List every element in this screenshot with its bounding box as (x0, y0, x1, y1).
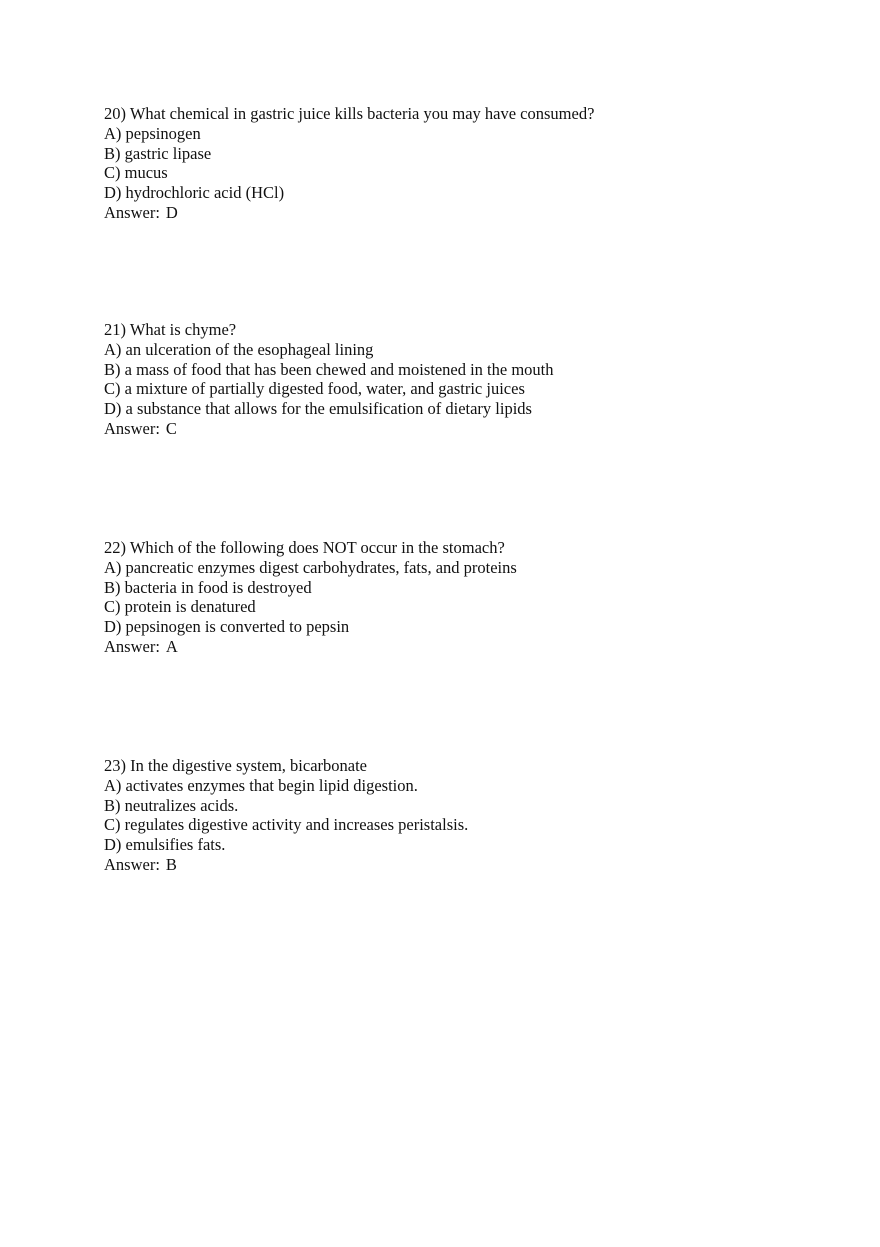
question-21 (104, 320, 824, 439)
answer-line (104, 637, 824, 657)
question-23 (104, 756, 824, 875)
answer-value: C (165, 418, 177, 438)
option-b: B) a mass of food that has been chewed and moistened in the mouth (104, 359, 554, 379)
question-stem: 23) In the digestive system, bicarbonate (104, 756, 368, 775)
option-d: D) pepsinogen is converted to pepsin (104, 617, 350, 637)
option-a: A) activates enzymes that begin lipid digestion. (104, 775, 418, 795)
option-d: D) emulsifies fats. (104, 835, 226, 855)
answer-value: D (165, 202, 178, 222)
option-c: C) mucus (104, 163, 168, 183)
answer-value: A (165, 636, 178, 656)
answer-line (104, 419, 824, 439)
option-c: C) a mixture of partially digested food, water, and gastric juices (104, 379, 525, 399)
answer-label: Answer: (104, 636, 160, 656)
answer-label: Answer: (104, 202, 160, 222)
option-b: B) neutralizes acids. (104, 795, 239, 815)
option-a: A) pancreatic enzymes digest carbohydrates, fats, and proteins (104, 557, 517, 577)
answer-line (104, 203, 824, 223)
answer-value: B (165, 854, 177, 874)
answer-label: Answer: (104, 418, 160, 438)
answer-label: Answer: (104, 854, 160, 874)
question-stem: 20) What chemical in gastric juice kills bacteria you may have consumed? (104, 104, 595, 123)
option-b: B) gastric lipase (104, 143, 212, 163)
option-a: A) an ulceration of the esophageal lining (104, 339, 374, 359)
question-stem: 22) Which of the following does NOT occur in the stomach? (104, 538, 505, 557)
option-b: B) bacteria in food is destroyed (104, 577, 312, 597)
option-c: C) regulates digestive activity and increases peristalsis. (104, 815, 469, 835)
question-22 (104, 538, 824, 657)
question-20 (104, 104, 824, 223)
option-a: A) pepsinogen (104, 123, 201, 143)
option-c: C) protein is denatured (104, 597, 256, 617)
question-stem: 21) What is chyme? (104, 320, 237, 339)
answer-line (104, 855, 824, 875)
option-d: D) a substance that allows for the emulsification of dietary lipids (104, 399, 532, 419)
option-d: D) hydrochloric acid (HCl) (104, 183, 285, 203)
